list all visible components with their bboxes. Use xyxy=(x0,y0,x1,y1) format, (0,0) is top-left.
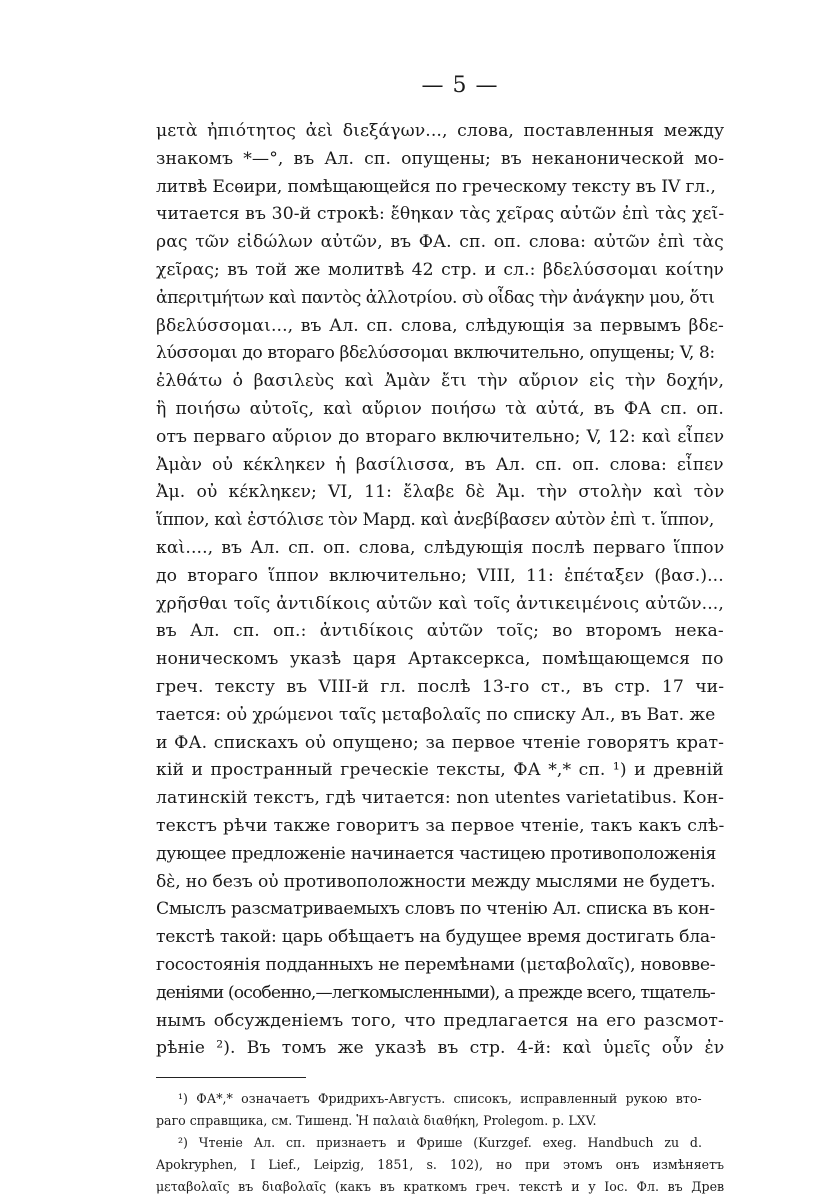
text-line: Смыслъ разсматриваемыхъ словъ по чтенію Ал. списка въ кон- xyxy=(156,899,715,920)
text-line: отъ перваго αὔριον до втораго включительно; V, 12: καὶ εἶπεν xyxy=(156,426,724,447)
text-line: литвѣ Есѳири, помѣщающейся по греческому тексту въ IV гл., xyxy=(156,176,716,197)
text-line: текстѣ такой: царь обѣщаетъ на будущее время достигать бла- xyxy=(156,927,716,948)
text-line: и ФА. спискахъ οὐ опущено; за первое чтеніе говорятъ крат- xyxy=(156,732,724,753)
text-line: ἵππον, καὶ ἐστόλισε τὸν Мард. καὶ ἀνεβίβασεν αὐτὸν ἐπὶ τ. ἵππον, xyxy=(156,510,714,531)
footnote-rule xyxy=(156,1077,306,1078)
text-line: λύσσομαι до втораго βδελύσσομαι включительно, опущены; V, 8: xyxy=(156,343,715,364)
text-line: кій и пространный греческіе тексты, ФА *,* сп. ¹) и древній xyxy=(156,760,724,781)
text-line: нымъ обсужденіемъ того, что предлагается на его разсмот- xyxy=(156,1010,724,1031)
text-line: ноническомъ указѣ царя Артаксеркса, помѣщающемся по xyxy=(156,649,724,670)
text-line: деніями (особенно,—легкомысленными), а прежде всего, тщатель- xyxy=(156,982,715,1003)
text-line: госостоянія подданныхъ не перемѣнами (μεταβολαῖς), нововве- xyxy=(156,954,716,975)
text-line: χρῆσθαι τοῖς ἀντιδίκοις αὐτῶν καὶ τοῖς ἀντικειμένοις αὐτῶν..., xyxy=(156,593,724,614)
text-line: χεῖρας; въ той же молитвѣ 42 стр. и сл.: βδελύσσομαι κοίτην xyxy=(156,259,724,280)
text-line: латинскій текстъ, гдѣ читается: non utentes varietatibus. Кон- xyxy=(156,788,724,809)
text-line: ἣ ποιήσω αὐτοῖς, καὶ αὔριον ποιήσω τὰ αὐτά, въ ФА сп. оп. xyxy=(156,398,724,419)
text-line: καὶ...., въ Ал. сп. оп. слова, слѣдующія послѣ перваго ἵππον xyxy=(156,537,724,558)
footnote-line: Apokryphen, I Lief., Leipzig, 1851, s. 102), но при этомъ онъ измѣняетъ xyxy=(156,1157,724,1173)
text-line: βδελύσσομαι..., въ Ал. сп. слова, слѣдующія за первымъ βδε- xyxy=(156,315,724,336)
footnote-line: ¹) ФА*,* означаетъ Фридрихъ-Августъ. списокъ, исправленный рукою вто- xyxy=(178,1091,702,1107)
text-line: μετὰ ἠπιότητος ἀεὶ διεξάγων..., слова, поставленныя между xyxy=(156,121,724,141)
text-line: тается: οὐ χρώμενοι ταῖς μεταβολαῖς по списку Ал., въ Ват. же xyxy=(156,704,716,725)
footnotes xyxy=(156,1088,724,1198)
text-line: ἐλθάτω ὁ βασιλεὺς καὶ Ἀμὰν ἔτι τὴν αὔριον εἰς τὴν δοχήν, xyxy=(156,371,724,392)
text-line: рѣніе ²). Въ томъ же указѣ въ стр. 4-й: καὶ ὑμεῖς οὖν ἐν xyxy=(156,1038,724,1059)
body-text xyxy=(156,118,724,1063)
footnote-line: раго справщика, см. Тишенд. Ἡ παλαιὰ διαθήκη, Prolegom. p. LXV. xyxy=(156,1113,597,1129)
text-line: Ἀμ. οὐ κέκληκεν; VI, 11: ἔλαβε δὲ Ἀμ. τὴν στολὴν καὶ τὸν xyxy=(156,482,724,503)
text-line: ἀπεριτμήτων καὶ παντὸς ἀλλοτρίου. σὺ οἶδας τὴν ἀνάγκην μου, ὅτι xyxy=(156,287,715,308)
text-line: до втораго ἵππον включительно; VIII, 11: ἐπέταξεν (βασ.)... xyxy=(156,565,724,586)
text-line: читается въ 30-й строкѣ: ἔθηκαν τὰς χεῖρας αὐτῶν ἐπὶ τὰς χεῖ- xyxy=(156,204,724,225)
footnote-line: ²) Чтеніе Ал. сп. признаетъ и Фрише (Kurzgef. exeg. Handbuch zu d. xyxy=(178,1135,702,1151)
text-line: знакомъ *—°, въ Ал. сп. опущены; въ неканонической мо- xyxy=(156,148,724,169)
text-line: Ἀμὰν οὐ κέκληκεν ἡ βασίλισσα, въ Ал. сп. оп. слова: εἶπεν xyxy=(156,454,724,475)
text-line: δὲ, но безъ οὐ противоположности между мыслями не будетъ. xyxy=(156,871,716,892)
text-line: дующее предложеніе начинается частицею противоположенія xyxy=(156,843,717,864)
text-line: греч. тексту въ VIII-й гл. послѣ 13-го ст., въ стр. 17 чи- xyxy=(156,676,724,697)
text-line: текстъ рѣчи также говоритъ за первое чтеніе, такъ какъ слѣ- xyxy=(156,815,724,836)
text-line: въ Ал. сп. оп.: ἀντιδίκοις αὐτῶν τοῖς; во второмъ нека- xyxy=(156,621,724,642)
text-line: ρας τῶν εἰδώλων αὐτῶν, въ ФА. сп. оп. слова: αὐτῶν ἐπὶ τὰς xyxy=(156,232,724,253)
footnote-line: μεταβολαῖς въ διαβολαῖς (какъ въ краткомъ греч. текстѣ и у Іос. Фл. въ Древ xyxy=(156,1179,724,1195)
page-number: — 5 — xyxy=(421,73,499,98)
